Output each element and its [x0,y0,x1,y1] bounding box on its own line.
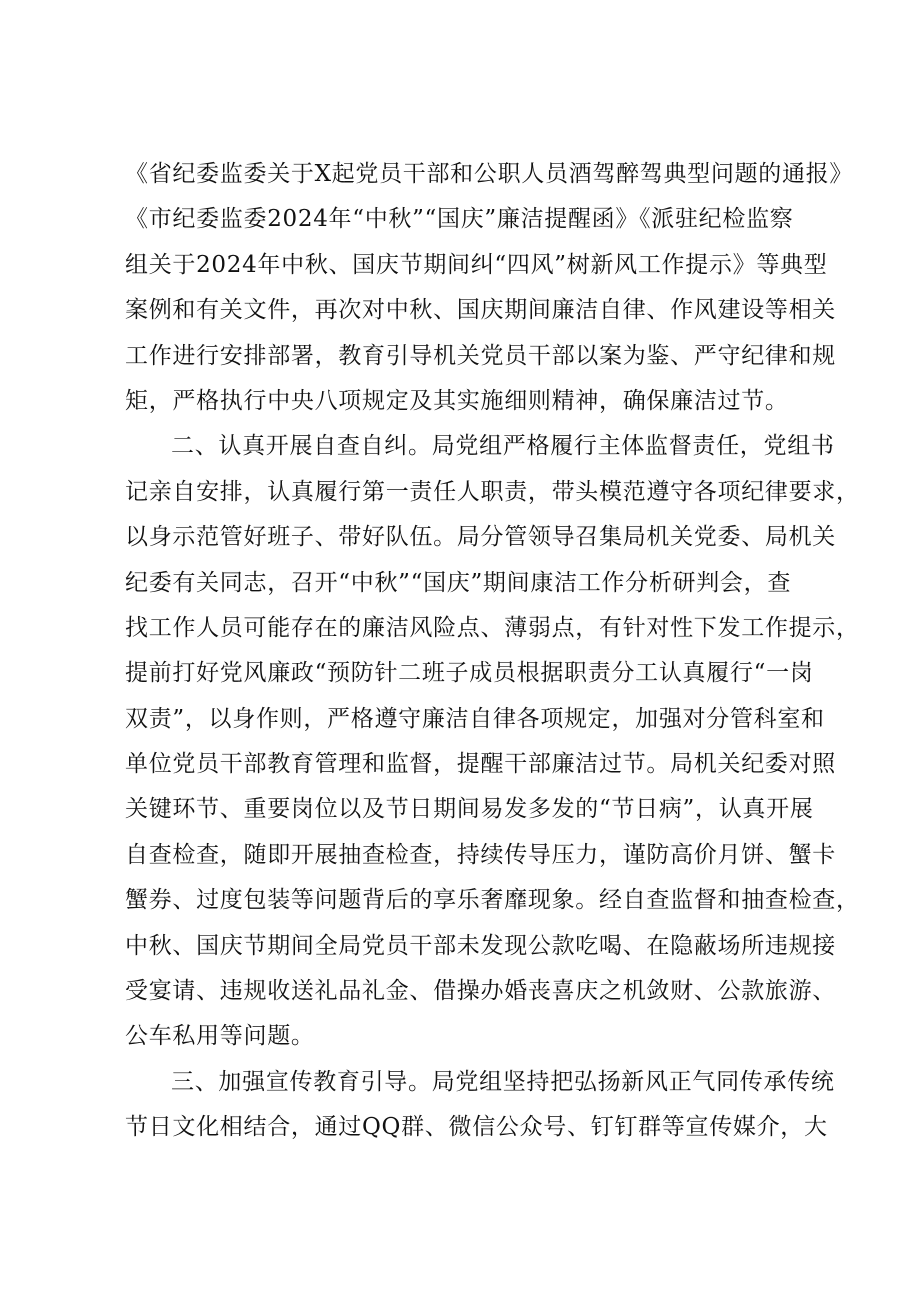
text-line: 以身示范管好班子、带好队伍。局分管领导召集局机关党委、局机关 [125,524,836,551]
text-line: 组关于2024年中秋、国庆节期间纠“四风”树新风工作提示》等典型 [125,251,828,278]
text-line: 找工作人员可能存在的廉洁风险点、薄弱点，有针对性下发工作提示， [125,614,860,641]
text-line: 纪委有关同志，召开“中秋”“国庆”期间康洁工作分析研判会，查 [125,569,792,596]
text-line: 矩，严格执行中央八项规定及其实施细则精神，确保廉洁过节。 [125,387,789,414]
text-line: 二、认真开展自查自纠。局党组严格履行主体监督责任，党组书 [171,433,835,460]
document-body [125,152,860,1151]
text-line: 公车私用等问题。 [125,1023,315,1050]
text-line: 关键环节、重要岗位以及节日期间易发多发的“节日病”，认真开展 [125,796,814,823]
text-line: 工作进行安排部署，教育引导机关党员干部以案为鉴、严守纪律和规 [125,342,836,369]
text-line: 记亲自安排，认真履行第一责任人职责，带头模范遵守各项纪律要求， [125,478,860,505]
text-line: 单位党员干部教育管理和监督，提醒干部廉洁过节。局机关纪委对照 [125,751,836,778]
paragraph-2 [125,424,860,1059]
text-line: 双责”，以身作则，严格遵守廉洁自律各项规定，加强对分管科室和 [125,705,825,732]
paragraph-3 [125,1060,835,1151]
text-line: 中秋、国庆节期间全局党员干部未发现公款吃喝、在隐蔽场所违规接 [125,932,836,959]
text-line: 节日文化相结合，通过QQ群、微信公众号、钉钉群等宣传媒介，大 [125,1114,828,1141]
text-line: 《市纪委监委2024年“中秋”“国庆”廉洁提醒函》《派驻纪检监察 [125,206,794,233]
paragraph-1 [125,152,854,424]
text-line: 《省纪委监委关于X起党员干部和公职人员酒驾醉驾典型问题的通报》 [125,161,854,187]
text-line: 蟹券、过度包装等问题背后的享乐奢靡现象。经自查监督和抽查检查， [125,887,860,914]
text-line: 三、加强宣传教育引导。局党组坚持把弘扬新风正气同传承传统 [171,1068,835,1095]
text-line: 受宴请、违规收送礼品礼金、借操办婚丧喜庆之机敛财、公款旅游、 [125,978,836,1005]
text-line: 自查检查，随即开展抽查检查，持续传导压力，谨防高价月饼、蟹卡 [125,841,836,868]
text-line: 提前打好党风廉政“预防针二班子成员根据职责分工认真履行“一岗 [125,660,814,687]
text-line: 案例和有关文件，再次对中秋、国庆期间廉洁自律、作风建设等相关 [125,297,836,324]
